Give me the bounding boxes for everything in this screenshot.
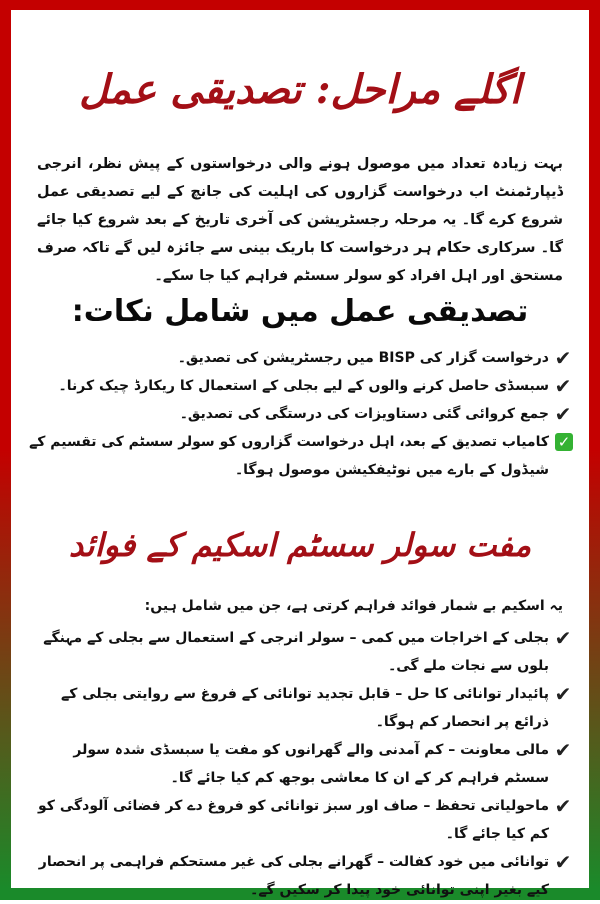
check-mark-icon: ✔ [554,346,572,370]
page-title: اگلے مراحل: تصدیقی عمل [79,66,521,113]
benefits-list [29,624,573,904]
verification-heading: تصدیقی عمل میں شامل نکات: [71,294,529,329]
list-item [29,428,573,484]
check-mark-icon: ✔ [554,374,572,398]
check-mark-icon: ✔ [554,794,572,818]
check-mark-icon: ✔ [554,682,572,706]
list-item [29,680,573,736]
check-mark-icon: ✔ [554,850,572,874]
list-item [29,400,573,428]
intro-paragraph: بہت زیادہ تعداد میں موصول ہونے والی درخواستوں کے پیش نظر، انرجی ڈیپارٹمنٹ اب درخواست گزاروں کی اہلیت کی جانچ کے لیے تصدیقی عمل شروع کرے گا۔ یہ مرحلہ رجسٹریشن کی آخری تاریخ کے بعد شروع کیا جائے گا۔ سرکاری حکام ہر درخواست کا باریک بینی سے جائزہ لیں گے تاکہ صرف مستحق اور اہل افراد کو سولر سسٹم فراہم کیا جا سکے۔ [37,156,563,284]
list-item-text: پائیدار توانائی کا حل – قابل تجدید توانائی کے فروغ سے روایتی بجلی کے ذرائع پر انحصار کم ہوگا۔ [61,686,549,730]
verification-list [29,344,573,484]
green-check-box-icon: ✓ [555,433,573,451]
check-mark-icon: ✔ [554,738,572,762]
list-item-text: توانائی میں خود کفالت – گھرانے بجلی کی غیر مستحکم فراہمی پر انحصار کیے بغیر اپنی توانائی خود پیدا کر سکیں گے۔ [38,854,549,898]
list-item [29,344,573,372]
list-item [29,372,573,400]
list-item-text: مالی معاونت – کم آمدنی والے گھرانوں کو مفت یا سبسڈی شدہ سولر سسٹم فراہم کر کے ان کا معاشی بوجھ کم کیا جائے گا۔ [73,742,549,786]
list-item [29,792,573,848]
list-item-text: کامیاب تصدیق کے بعد، اہل درخواست گزاروں کو سولر سسٹم کی تقسیم کے شیڈول کے بارے میں نوٹیفکیشن موصول ہوگا۔ [29,434,549,478]
list-item [29,736,573,792]
list-item [29,848,573,904]
check-mark-icon: ✔ [554,626,572,650]
benefits-heading: مفت سولر سسٹم اسکیم کے فوائد [68,526,532,564]
list-item-text: درخواست گزار کی BISP میں رجسٹریشن کی تصدیق۔ [177,350,549,366]
poster-content [11,10,589,898]
list-item-text: جمع کروائی گئی دستاویزات کی درستگی کی تصدیق۔ [179,406,549,422]
list-item-text: سبسڈی حاصل کرنے والوں کے لیے بجلی کے استعمال کا ریکارڈ چیک کرنا۔ [58,378,549,394]
benefits-lead: یہ اسکیم بے شمار فوائد فراہم کرتی ہے، جن میں شامل ہیں: [144,598,563,614]
check-mark-icon: ✔ [554,402,572,426]
list-item [29,624,573,680]
list-item-text: ماحولیاتی تحفظ – صاف اور سبز توانائی کو فروغ دے کر فضائی آلودگی کو کم کیا جائے گا۔ [38,798,549,842]
list-item-text: بجلی کے اخراجات میں کمی – سولر انرجی کے استعمال سے بجلی کے مہنگے بلوں سے نجات ملے گی۔ [43,630,549,674]
